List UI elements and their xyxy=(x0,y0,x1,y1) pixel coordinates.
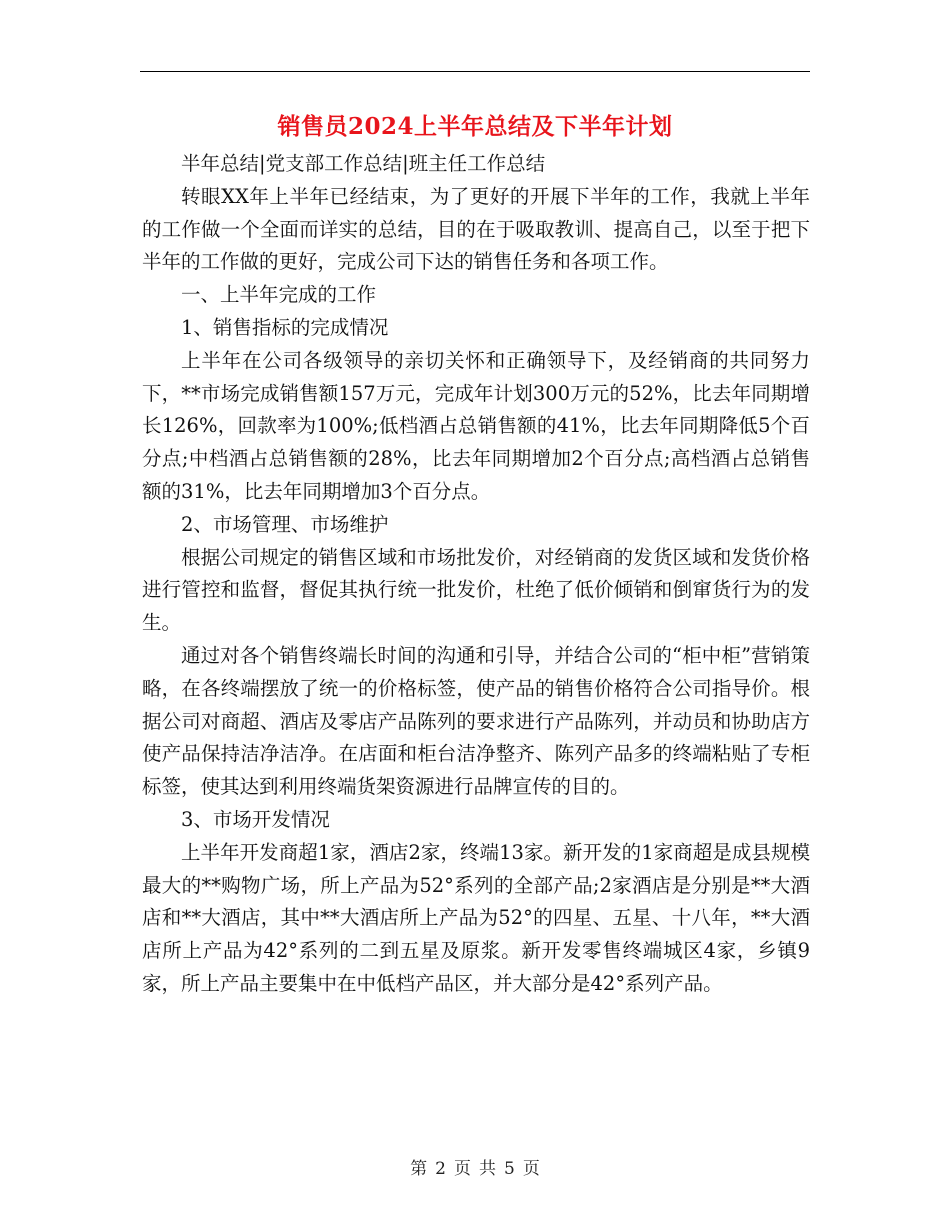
footer-di: 第 xyxy=(410,1159,428,1179)
footer-ye-2: 页 xyxy=(522,1159,540,1179)
body-paragraph: 上半年在公司各级领导的亲切关怀和正确领导下，及经销商的共同努力下，**市场完成销售额157万元，完成年计划300万元的52%，比去年同期增长126%，回款率为100%;低档酒占总销售额的41%，比去年同期降低5个百分点;中档酒占总销售额的28%，比去年同期增加2个百分点;高档酒占总销售额的31%，比去年同期增加3个百分点。 xyxy=(142,348,810,503)
body-paragraph: 通过对各个销售终端长时间的沟通和引导，并结合公司的“柜中柜”营销策略，在各终端摆放了统一的价格标签，使产品的销售价格符合公司指导价。根据公司对商超、酒店及零店产品陈列的要求进行产品陈列，并动员和协助店方使产品保持洁净洁净。在店面和柜台洁净整齐、陈列产品多的终端粘贴了专柜标签，使其达到利用终端货架资源进行品牌宣传的目的。 xyxy=(142,643,810,799)
footer-ye: 页 xyxy=(454,1159,471,1179)
header-rule xyxy=(140,71,810,72)
document-title: 销售员2024上半年总结及下半年计划 xyxy=(277,113,673,140)
document-body xyxy=(142,148,810,1001)
body-paragraph: 根据公司规定的销售区域和市场批发价，对经销商的发货区域和发货价格进行管控和监督，督促其执行统一批发价，杜绝了低价倾销和倒窜货行为的发生。 xyxy=(142,545,810,635)
current-page-number: 2 xyxy=(435,1159,446,1179)
section-heading: 一、上半年完成的工作 xyxy=(181,283,377,307)
subsection-heading: 2、市场管理、市场维护 xyxy=(181,512,389,536)
body-paragraph: 上半年开发商超1家，酒店2家，终端13家。新开发的1家商超是成县规模最大的**购物广场，所上产品为52°系列的全部产品;2家酒店是分别是**大酒店和**大酒店，其中**大酒店所上产品为52°的四星、五星、十八年，**大酒店所上产品为42°系列的二到五星及原浆。新开发零售终端城区4家，乡镇9家，所上产品主要集中在中低档产品区，并大部分是42°系列产品。 xyxy=(142,840,810,995)
intro-paragraph: 转眼XX年上半年已经结束，为了更好的开展下半年的工作，我就上半年的工作做一个全面而详实的总结，目的在于吸取教训、提高自己，以至于把下半年的工作做的更好，完成公司下达的销售任务和各项工作。 xyxy=(142,184,810,274)
category-line: 半年总结|党支部工作总结|班主任工作总结 xyxy=(181,152,546,175)
footer-gong: 共 xyxy=(479,1159,496,1179)
total-page-number: 5 xyxy=(504,1159,515,1179)
subsection-heading: 3、市场开发情况 xyxy=(181,807,330,831)
page-footer xyxy=(0,1154,950,1179)
subsection-heading: 1、销售指标的完成情况 xyxy=(181,315,389,339)
